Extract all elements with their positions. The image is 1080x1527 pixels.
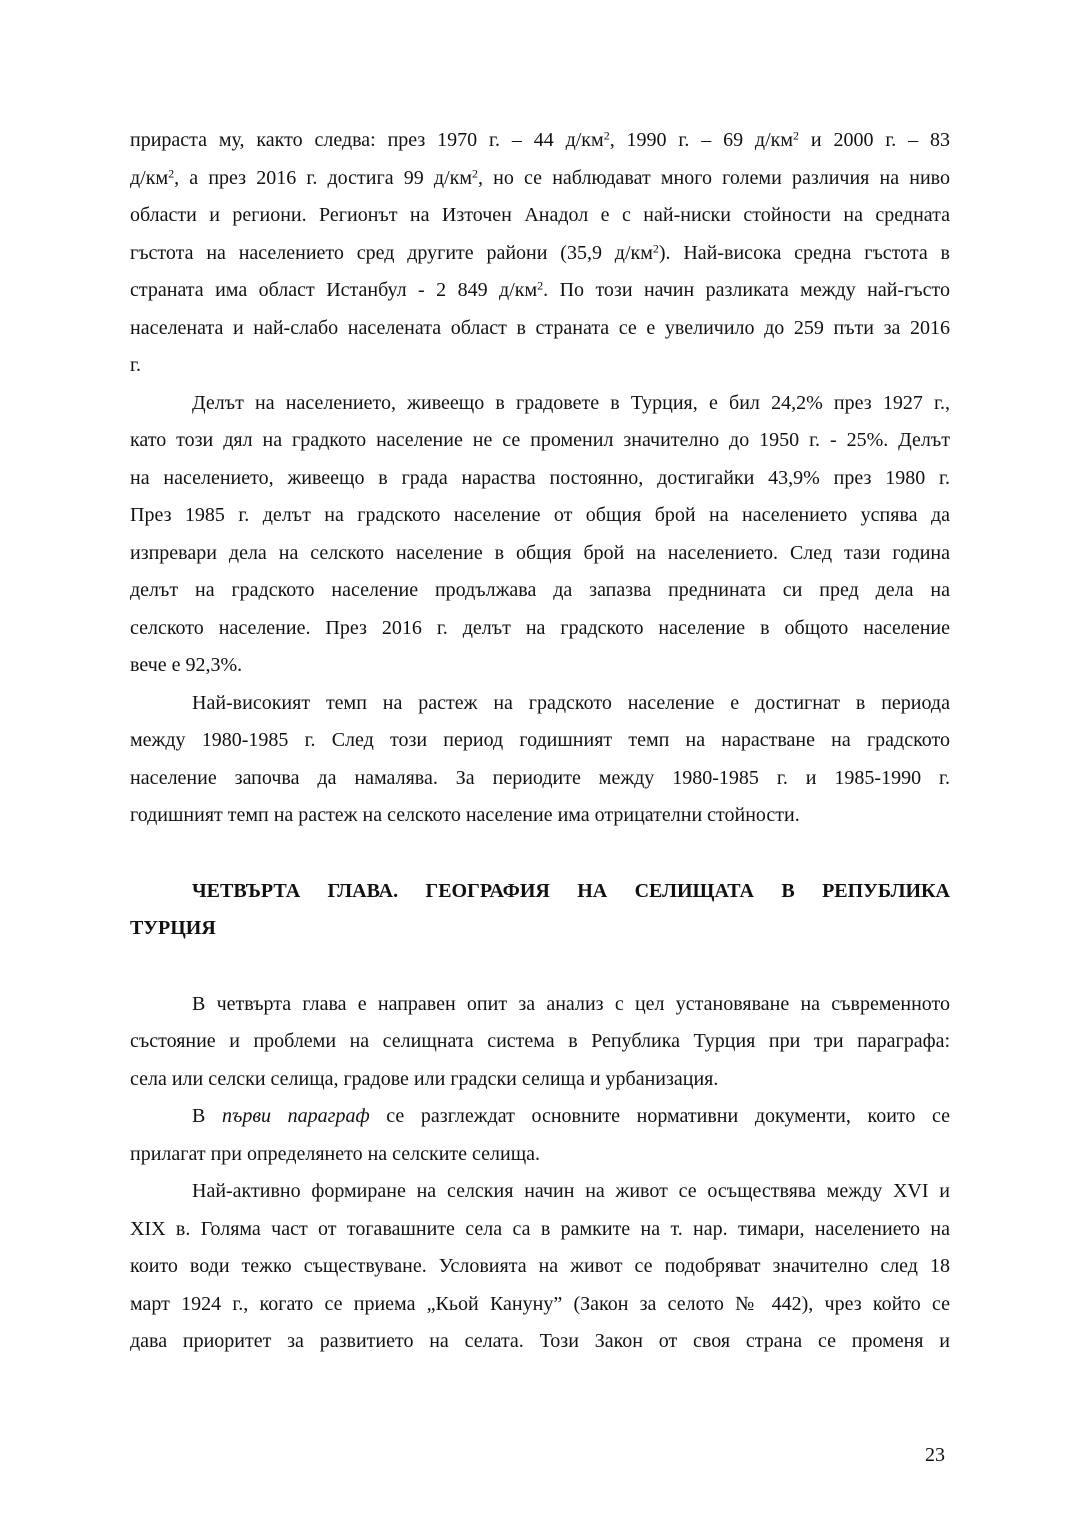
text-line: Делът на населението, живеещо в градовете в Турция, е бил 24,2% през 1927 г.,: [192, 391, 950, 414]
paragraph-population-density: [130, 122, 950, 385]
text-line: населената и най-слабо населената област в страната се е увеличило до 259 пъти за 2016: [130, 316, 950, 339]
text-line: март 1924 г., когато се приема „Кьой Кануну” (Закон за селото № 442), чрез който се: [130, 1292, 950, 1315]
paragraph-rural-history: [130, 1173, 950, 1361]
text-line: на населението, живеещо в града нараства постоянно, достигайки 43,9% през 1980 г.: [130, 466, 950, 489]
text-line: г.: [130, 354, 141, 376]
text-line: През 1985 г. делът на градското население от общия брой на населението успява да: [130, 504, 950, 526]
text-line: Най-високият темп на растеж на градското население е достигнат в периода: [192, 691, 950, 714]
text-line: области и региони. Регионът на Източен Анадол е с най-ниски стойности на средната: [130, 204, 950, 226]
text-line: Най-активно формиране на селския начин на живот се осъществява между XVI и: [192, 1180, 950, 1202]
paragraph-chapter-intro: [130, 986, 950, 1099]
text-line: дава приоритет за развитието на селата. Този Закон от своя страна се променя и: [130, 1330, 950, 1352]
text-line: В четвърта глава е направен опит за анализ с цел установяване на съвременното: [192, 992, 950, 1015]
text-line: които води тежко съществуване. Условията на живот се подобряват значително след 18: [130, 1255, 950, 1277]
text-line: между 1980-1985 г. След този период годишният темп на нарастване на градското: [130, 729, 950, 751]
text-line: прилагат при определянето на селските селища.: [130, 1142, 541, 1165]
paragraph-urban-share: [130, 385, 950, 685]
text-line: население започва да намалява. За периодите между 1980-1985 г. и 1985-1990 г.: [130, 766, 950, 789]
heading-line: ТУРЦИЯ: [130, 917, 216, 939]
emphasis-first-section: първи параграф: [221, 1105, 370, 1127]
page-body: [130, 122, 950, 1361]
chapter-heading: [130, 873, 950, 948]
text-line: делът на градското население продължава да запазва преднината си пред дела на: [130, 579, 950, 601]
text-line: страната има област Истанбул - 2 849 $д/км^2$. По този начин разликата между най-гъсто: [130, 278, 950, 301]
text-line: като този дял на градкото население не се променил значително до 1950 г. - 25%. Делът: [130, 429, 950, 451]
text-line: прираста му, както следва: през 1970 г. – 44 $д/км^2$, 1990 г. – 69 $д/км^2$ и 2000 г. – 83: [130, 128, 950, 151]
text-line: състояние и проблеми на селищната система в Република Турция при три параграфа:: [130, 1030, 950, 1052]
text-line: гъстота на населението сред другите райони (35,9 $д/км^2$). Най-висока средна гъстота в: [130, 240, 951, 264]
page-number: 23: [925, 1444, 945, 1466]
heading-line: ЧЕТВЪРТА ГЛАВА. ГЕОГРАФИЯ НА СЕЛИЩАТА В РЕПУБЛИКА: [192, 879, 950, 902]
text-line: XIX в. Голяма част от тогавашните села са в рамките на т. нар. тимари, населението на: [130, 1217, 950, 1240]
paragraph-growth-rate: [130, 685, 950, 835]
text-line: изпревари дела на селското население в общия брой на населението. След тази година: [130, 541, 950, 564]
paragraph-first-section: [130, 1098, 950, 1173]
text-line: селското население. През 2016 г. делът на градското население в общото население: [130, 616, 950, 639]
text-line: годишният темп на растеж на селското население има отрицателни стойности.: [130, 804, 800, 826]
text-line: В първи параграф се разглеждат основните нормативни документи, които се: [192, 1105, 950, 1127]
text-line: $д/км^2$, а през 2016 г. достига 99 $д/км^2$, но се наблюдават много големи различия на ниво: [130, 165, 950, 189]
text-line: села или селски селища, градове или градски селища и урбанизация.: [130, 1067, 719, 1090]
text-line: вече е 92,3%.: [130, 654, 243, 676]
